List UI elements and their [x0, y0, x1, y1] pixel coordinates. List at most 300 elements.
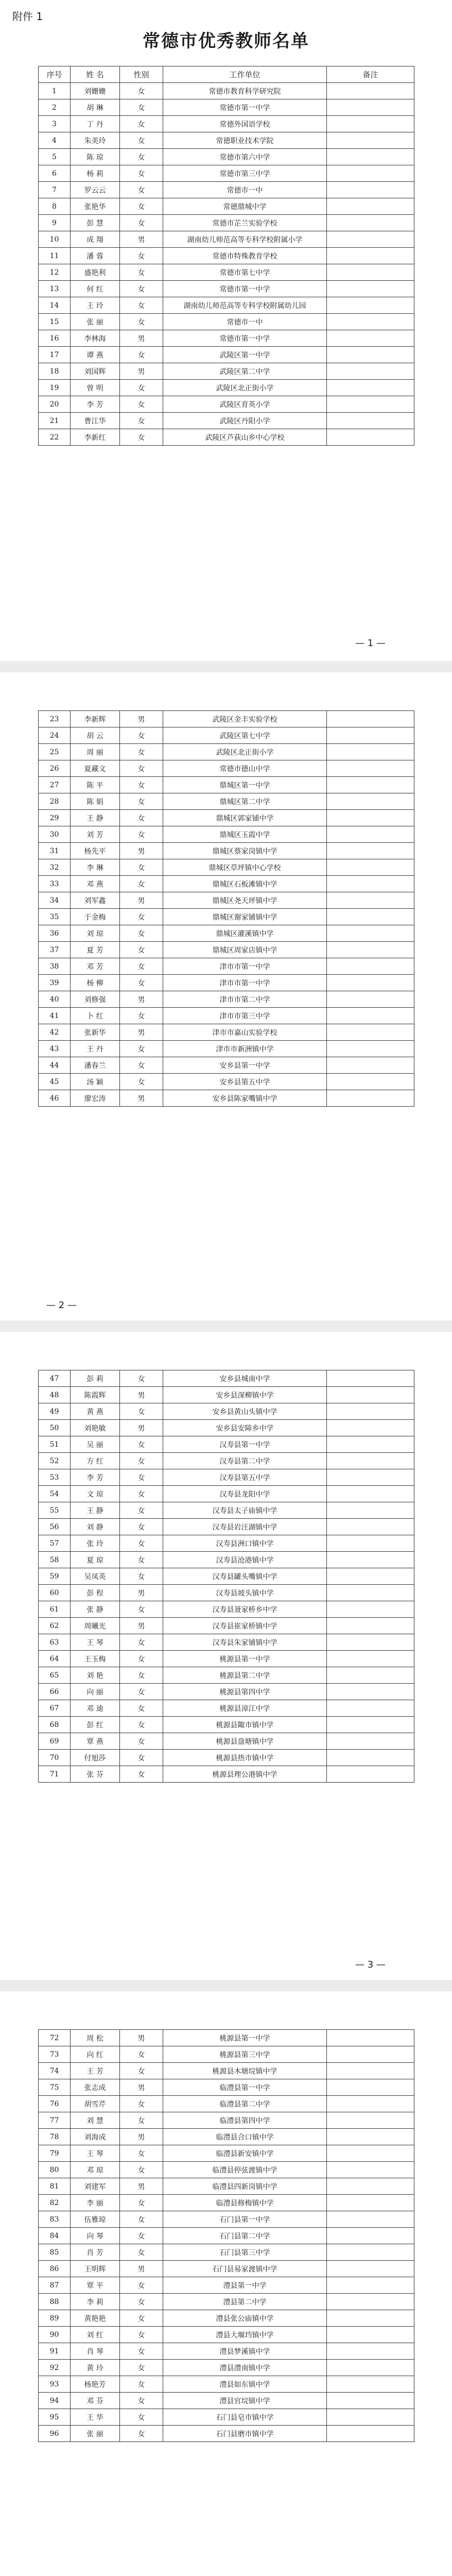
- table-row: [39, 264, 414, 281]
- cell-gender: 女: [120, 149, 163, 165]
- table-row: [39, 2277, 414, 2294]
- cell-name: 彭 慧: [71, 215, 120, 231]
- table-row: [39, 182, 414, 198]
- cell-remarks: [327, 1502, 414, 1519]
- cell-index: 88: [39, 2294, 71, 2310]
- cell-gender: 女: [120, 314, 163, 330]
- cell-remarks: [327, 2030, 414, 2046]
- cell-workplace: 石门县第二中学: [163, 2228, 327, 2244]
- cell-index: 94: [39, 2393, 71, 2409]
- table-row: [39, 892, 414, 909]
- table-row: [39, 2129, 414, 2145]
- cell-gender: 男: [120, 1024, 163, 1041]
- table-row: [39, 958, 414, 975]
- cell-name: 方 红: [71, 1453, 120, 1469]
- cell-remarks: [327, 2277, 414, 2294]
- cell-name: 王 静: [71, 810, 120, 826]
- cell-remarks: [327, 1750, 414, 1766]
- cell-remarks: [327, 281, 414, 297]
- cell-name: 丁 丹: [71, 116, 120, 132]
- cell-remarks: [327, 1519, 414, 1535]
- cell-gender: 男: [120, 843, 163, 859]
- cell-name: 曹江华: [71, 413, 120, 429]
- cell-workplace: 鼎城区草坪镇中心学校: [163, 859, 327, 876]
- cell-workplace: 临澧县第一中学: [163, 2079, 327, 2096]
- cell-name: 张新华: [71, 1024, 120, 1041]
- cell-index: 83: [39, 2211, 71, 2228]
- table-row: [39, 2294, 414, 2310]
- cell-index: 71: [39, 1766, 71, 1783]
- table-row: [39, 1585, 414, 1601]
- cell-remarks: [327, 1651, 414, 1667]
- cell-index: 79: [39, 2145, 71, 2162]
- table-row: [39, 2195, 414, 2211]
- cell-gender: 女: [120, 1008, 163, 1024]
- cell-name: 周 松: [71, 2030, 120, 2046]
- cell-workplace: 武陵区第七中学: [163, 727, 327, 744]
- table-row: [39, 760, 414, 777]
- cell-index: 1: [39, 83, 71, 99]
- cell-name: 文 琼: [71, 1486, 120, 1502]
- table-row: [39, 2030, 414, 2046]
- cell-name: 刘艳敏: [71, 1420, 120, 1436]
- table-row: [39, 2360, 414, 2376]
- table-row: [39, 2211, 414, 2228]
- cell-gender: 男: [120, 991, 163, 1008]
- cell-remarks: [327, 2244, 414, 2261]
- cell-index: 64: [39, 1651, 71, 1667]
- table-row: [39, 810, 414, 826]
- cell-index: 50: [39, 1420, 71, 1436]
- cell-workplace: 鼎城区玉霞中学: [163, 826, 327, 843]
- cell-name: 廖宏涛: [71, 1090, 120, 1107]
- cell-index: 74: [39, 2063, 71, 2079]
- header-remarks: 备注: [327, 66, 414, 83]
- cell-index: 46: [39, 1090, 71, 1107]
- cell-name: 张 玲: [71, 1535, 120, 1552]
- cell-workplace: 汉寿县罐头嘴镇中学: [163, 1568, 327, 1585]
- cell-remarks: [327, 958, 414, 975]
- cell-workplace: 常德市一中: [163, 314, 327, 330]
- cell-workplace: 安乡县第一中学: [163, 1057, 327, 1074]
- cell-gender: 男: [120, 711, 163, 727]
- cell-remarks: [327, 2211, 414, 2228]
- table-row: [39, 314, 414, 330]
- cell-name: 朱美玲: [71, 132, 120, 149]
- table-row: [39, 2079, 414, 2096]
- cell-name: 刘军鑫: [71, 892, 120, 909]
- table-row: [39, 991, 414, 1008]
- cell-index: 62: [39, 1618, 71, 1634]
- cell-remarks: [327, 149, 414, 165]
- cell-gender: 男: [120, 1420, 163, 1436]
- cell-index: 43: [39, 1041, 71, 1057]
- cell-gender: 女: [120, 2096, 163, 2112]
- cell-index: 90: [39, 2327, 71, 2343]
- cell-remarks: [327, 810, 414, 826]
- cell-gender: 女: [120, 1502, 163, 1519]
- cell-remarks: [327, 2310, 414, 2327]
- cell-workplace: 湖南幼儿师范高等专科学校附属小学: [163, 231, 327, 248]
- cell-index: 75: [39, 2079, 71, 2096]
- cell-name: 王 丹: [71, 1041, 120, 1057]
- cell-index: 55: [39, 1502, 71, 1519]
- cell-index: 22: [39, 429, 71, 446]
- cell-workplace: 澧县大堰垱镇中学: [163, 2327, 327, 2343]
- cell-remarks: [327, 132, 414, 149]
- cell-index: 37: [39, 942, 71, 958]
- cell-index: 11: [39, 248, 71, 264]
- cell-remarks: [327, 2294, 414, 2310]
- cell-name: 邓 迪: [71, 1700, 120, 1717]
- cell-workplace: 津市市第一中学: [163, 958, 327, 975]
- cell-index: 95: [39, 2409, 71, 2426]
- cell-name: 夏 琼: [71, 1552, 120, 1568]
- cell-index: 82: [39, 2195, 71, 2211]
- cell-remarks: [327, 2343, 414, 2360]
- cell-workplace: 武陵区第一中学: [163, 347, 327, 363]
- cell-name: 杨 莉: [71, 165, 120, 182]
- cell-remarks: [327, 2145, 414, 2162]
- cell-workplace: 桃源县理公港镇中学: [163, 1766, 327, 1783]
- cell-name: 彭 程: [71, 1585, 120, 1601]
- cell-workplace: 常德市第一中学: [163, 330, 327, 347]
- table-row: [39, 1469, 414, 1486]
- cell-gender: 女: [120, 2393, 163, 2409]
- cell-name: 刘修强: [71, 991, 120, 1008]
- cell-name: 卜 红: [71, 1008, 120, 1024]
- cell-name: 刘 静: [71, 1519, 120, 1535]
- roster-table: [38, 66, 414, 446]
- page-2: [0, 672, 452, 1320]
- cell-workplace: 桃源县热市镇中学: [163, 1750, 327, 1766]
- cell-workplace: 汉寿县第二中学: [163, 1453, 327, 1469]
- cell-remarks: [327, 330, 414, 347]
- page-4: [0, 1991, 452, 2576]
- cell-name: 杨艳芳: [71, 2376, 120, 2393]
- cell-gender: 女: [120, 1486, 163, 1502]
- cell-gender: 男: [120, 2079, 163, 2096]
- document-title: 常德市优秀教师名单: [143, 31, 309, 52]
- cell-workplace: 鼎城区郭家铺中学: [163, 810, 327, 826]
- cell-workplace: 澧县第一中学: [163, 2277, 327, 2294]
- cell-workplace: 临澧县修梅镇中学: [163, 2195, 327, 2211]
- cell-workplace: 汉寿县坡头镇中学: [163, 1585, 327, 1601]
- cell-index: 18: [39, 363, 71, 380]
- cell-remarks: [327, 2112, 414, 2129]
- cell-remarks: [327, 777, 414, 793]
- cell-gender: 女: [120, 2195, 163, 2211]
- cell-name: 张志成: [71, 2079, 120, 2096]
- cell-remarks: [327, 2393, 414, 2409]
- cell-index: 13: [39, 281, 71, 297]
- table-row: [39, 1436, 414, 1453]
- cell-index: 51: [39, 1436, 71, 1453]
- table-row: [39, 1651, 414, 1667]
- cell-name: 刘海成: [71, 2129, 120, 2145]
- cell-workplace: 临澧县第四中学: [163, 2112, 327, 2129]
- cell-index: 38: [39, 958, 71, 975]
- cell-gender: 女: [120, 1370, 163, 1387]
- cell-index: 32: [39, 859, 71, 876]
- cell-remarks: [327, 165, 414, 182]
- cell-workplace: 临澧县合口镇中学: [163, 2129, 327, 2145]
- cell-remarks: [327, 182, 414, 198]
- cell-workplace: 石门县第三中学: [163, 2244, 327, 2261]
- cell-name: 王玉梅: [71, 1651, 120, 1667]
- table-row: [39, 826, 414, 843]
- cell-workplace: 桃源县木塘垸镇中学: [163, 2063, 327, 2079]
- cell-gender: 男: [120, 330, 163, 347]
- cell-gender: 女: [120, 215, 163, 231]
- cell-workplace: 桃源县第一中学: [163, 1651, 327, 1667]
- cell-gender: 女: [120, 281, 163, 297]
- cell-name: 覃 平: [71, 2277, 120, 2294]
- table-row: [39, 83, 414, 99]
- cell-name: 邓 芬: [71, 2393, 120, 2409]
- cell-remarks: [327, 99, 414, 116]
- cell-workplace: 临澧县新安镇中学: [163, 2145, 327, 2162]
- cell-name: 刘国辉: [71, 363, 120, 380]
- cell-name: 黄 玲: [71, 2360, 120, 2376]
- cell-index: 45: [39, 1074, 71, 1090]
- cell-workplace: 鼎城区石板滩镇中学: [163, 876, 327, 892]
- cell-index: 25: [39, 744, 71, 760]
- table-row: [39, 1535, 414, 1552]
- cell-remarks: [327, 2426, 414, 2442]
- cell-name: 潘 蓉: [71, 248, 120, 264]
- table-row: [39, 198, 414, 215]
- table-row: [39, 1634, 414, 1651]
- cell-name: 王 琴: [71, 1634, 120, 1651]
- cell-workplace: 常德外国语学校: [163, 116, 327, 132]
- cell-remarks: [327, 1024, 414, 1041]
- cell-workplace: 鼎城区蔡家岗镇中学: [163, 843, 327, 859]
- cell-remarks: [327, 793, 414, 810]
- cell-remarks: [327, 1618, 414, 1634]
- cell-gender: 女: [120, 1519, 163, 1535]
- cell-workplace: 常德职业技术学院: [163, 132, 327, 149]
- cell-workplace: 汉寿县沧港镇中学: [163, 1552, 327, 1568]
- cell-remarks: [327, 2129, 414, 2145]
- cell-workplace: 鼎城区第一中学: [163, 777, 327, 793]
- cell-workplace: 鼎城区灌溪镇中学: [163, 925, 327, 942]
- table-row: [39, 1387, 414, 1403]
- cell-remarks: [327, 198, 414, 215]
- table-row: [39, 1618, 414, 1634]
- cell-remarks: [327, 1634, 414, 1651]
- cell-workplace: 常德市第七中学: [163, 264, 327, 281]
- cell-index: 8: [39, 198, 71, 215]
- cell-index: 33: [39, 876, 71, 892]
- cell-index: 76: [39, 2096, 71, 2112]
- cell-gender: 女: [120, 876, 163, 892]
- cell-name: 李新红: [71, 429, 120, 446]
- table-row: [39, 1090, 414, 1107]
- cell-name: 彭 红: [71, 1717, 120, 1733]
- cell-gender: 女: [120, 975, 163, 991]
- cell-remarks: [327, 826, 414, 843]
- cell-remarks: [327, 2261, 414, 2277]
- cell-index: 47: [39, 1370, 71, 1387]
- cell-gender: 女: [120, 2112, 163, 2129]
- cell-index: 53: [39, 1469, 71, 1486]
- cell-gender: 女: [120, 942, 163, 958]
- cell-gender: 女: [120, 1535, 163, 1552]
- cell-gender: 女: [120, 347, 163, 363]
- cell-gender: 女: [120, 2310, 163, 2327]
- cell-remarks: [327, 231, 414, 248]
- table-row: [39, 413, 414, 429]
- cell-gender: 女: [120, 826, 163, 843]
- cell-name: 伍雅琼: [71, 2211, 120, 2228]
- table-row: [39, 165, 414, 182]
- cell-name: 吴凤英: [71, 1568, 120, 1585]
- cell-remarks: [327, 1453, 414, 1469]
- cell-index: 23: [39, 711, 71, 727]
- page-number: — 1 —: [355, 638, 386, 649]
- cell-workplace: 汉寿县太子庙镇中学: [163, 1502, 327, 1519]
- table-row: [39, 297, 414, 314]
- cell-remarks: [327, 1469, 414, 1486]
- cell-name: 陈 平: [71, 777, 120, 793]
- cell-workplace: 常德市第三中学: [163, 165, 327, 182]
- cell-name: 向 丽: [71, 1684, 120, 1700]
- cell-index: 73: [39, 2046, 71, 2063]
- table-row: [39, 1552, 414, 1568]
- table-row: [39, 1057, 414, 1074]
- cell-gender: 女: [120, 165, 163, 182]
- cell-workplace: 桃源县盘塘镇中学: [163, 1733, 327, 1750]
- cell-index: 12: [39, 264, 71, 281]
- cell-name: 杨 柳: [71, 975, 120, 991]
- cell-remarks: [327, 2096, 414, 2112]
- cell-workplace: 石门县磨市镇中学: [163, 2426, 327, 2442]
- cell-workplace: 常德市教育科学研究院: [163, 83, 327, 99]
- cell-gender: 女: [120, 2294, 163, 2310]
- cell-index: 20: [39, 396, 71, 413]
- cell-workplace: 桃源县第二中学: [163, 1667, 327, 1684]
- cell-workplace: 桃源县漳江中学: [163, 1700, 327, 1717]
- cell-workplace: 安乡县陈家嘴镇中学: [163, 1090, 327, 1107]
- cell-remarks: [327, 1436, 414, 1453]
- table-row: [39, 396, 414, 413]
- cell-index: 89: [39, 2310, 71, 2327]
- table-row: [39, 1420, 414, 1436]
- cell-gender: 女: [120, 2162, 163, 2178]
- cell-name: 周曦光: [71, 1618, 120, 1634]
- cell-workplace: 桃源县第四中学: [163, 1684, 327, 1700]
- cell-gender: 女: [120, 264, 163, 281]
- cell-remarks: [327, 1552, 414, 1568]
- cell-gender: 女: [120, 925, 163, 942]
- cell-workplace: 临澧县停弦渡镇中学: [163, 2162, 327, 2178]
- cell-remarks: [327, 843, 414, 859]
- cell-index: 49: [39, 1403, 71, 1420]
- cell-name: 潘春兰: [71, 1057, 120, 1074]
- cell-remarks: [327, 1387, 414, 1403]
- cell-gender: 女: [120, 380, 163, 396]
- cell-index: 24: [39, 727, 71, 744]
- cell-workplace: 安乡县安障乡中学: [163, 1420, 327, 1436]
- cell-workplace: 汉寿县岩汪湖镇中学: [163, 1519, 327, 1535]
- cell-index: 52: [39, 1453, 71, 1469]
- cell-name: 付旭莎: [71, 1750, 120, 1766]
- cell-workplace: 澧县第二中学: [163, 2294, 327, 2310]
- cell-name: 张 静: [71, 1601, 120, 1618]
- cell-index: 54: [39, 1486, 71, 1502]
- table-row: [39, 429, 414, 446]
- cell-workplace: 澧县澧南镇中学: [163, 2360, 327, 2376]
- cell-index: 41: [39, 1008, 71, 1024]
- cell-workplace: 澧县梦溪镇中学: [163, 2343, 327, 2360]
- header-index: 序号: [39, 66, 71, 83]
- cell-index: 3: [39, 116, 71, 132]
- cell-name: 李新辉: [71, 711, 120, 727]
- cell-gender: 女: [120, 1074, 163, 1090]
- cell-gender: 女: [120, 182, 163, 198]
- cell-remarks: [327, 1008, 414, 1024]
- table-row: [39, 2393, 414, 2409]
- cell-remarks: [327, 2063, 414, 2079]
- cell-workplace: 安乡县城南中学: [163, 1370, 327, 1387]
- cell-workplace: 石门县皂市镇中学: [163, 2409, 327, 2426]
- cell-remarks: [327, 1733, 414, 1750]
- table-row: [39, 231, 414, 248]
- cell-name: 何 红: [71, 281, 120, 297]
- header-gender: 性别: [120, 66, 163, 83]
- cell-index: 61: [39, 1601, 71, 1618]
- cell-name: 黄艳艳: [71, 2310, 120, 2327]
- cell-gender: 女: [120, 83, 163, 99]
- cell-gender: 女: [120, 1667, 163, 1684]
- table-row: [39, 116, 414, 132]
- cell-index: 39: [39, 975, 71, 991]
- cell-workplace: 津市市第三中学: [163, 1008, 327, 1024]
- cell-remarks: [327, 727, 414, 744]
- cell-workplace: 常德市一中: [163, 182, 327, 198]
- cell-remarks: [327, 2360, 414, 2376]
- cell-remarks: [327, 876, 414, 892]
- cell-gender: 女: [120, 1634, 163, 1651]
- cell-gender: 女: [120, 1403, 163, 1420]
- cell-gender: 女: [120, 297, 163, 314]
- cell-remarks: [327, 859, 414, 876]
- cell-workplace: 汉寿县第五中学: [163, 1469, 327, 1486]
- cell-gender: 女: [120, 760, 163, 777]
- cell-index: 26: [39, 760, 71, 777]
- cell-index: 27: [39, 777, 71, 793]
- cell-remarks: [327, 116, 414, 132]
- cell-workplace: 临澧县第二中学: [163, 2096, 327, 2112]
- table-row: [39, 859, 414, 876]
- cell-gender: 女: [120, 1717, 163, 1733]
- cell-remarks: [327, 363, 414, 380]
- cell-gender: 女: [120, 1057, 163, 1074]
- roster-table: [38, 2029, 414, 2442]
- table-row: [39, 330, 414, 347]
- cell-remarks: [327, 925, 414, 942]
- cell-workplace: 津市市新洲镇中学: [163, 1041, 327, 1057]
- cell-remarks: [327, 2162, 414, 2178]
- cell-name: 邓 琼: [71, 2162, 120, 2178]
- cell-gender: 男: [120, 2178, 163, 2195]
- cell-index: 10: [39, 231, 71, 248]
- cell-index: 7: [39, 182, 71, 198]
- cell-index: 40: [39, 991, 71, 1008]
- cell-index: 28: [39, 793, 71, 810]
- cell-remarks: [327, 429, 414, 446]
